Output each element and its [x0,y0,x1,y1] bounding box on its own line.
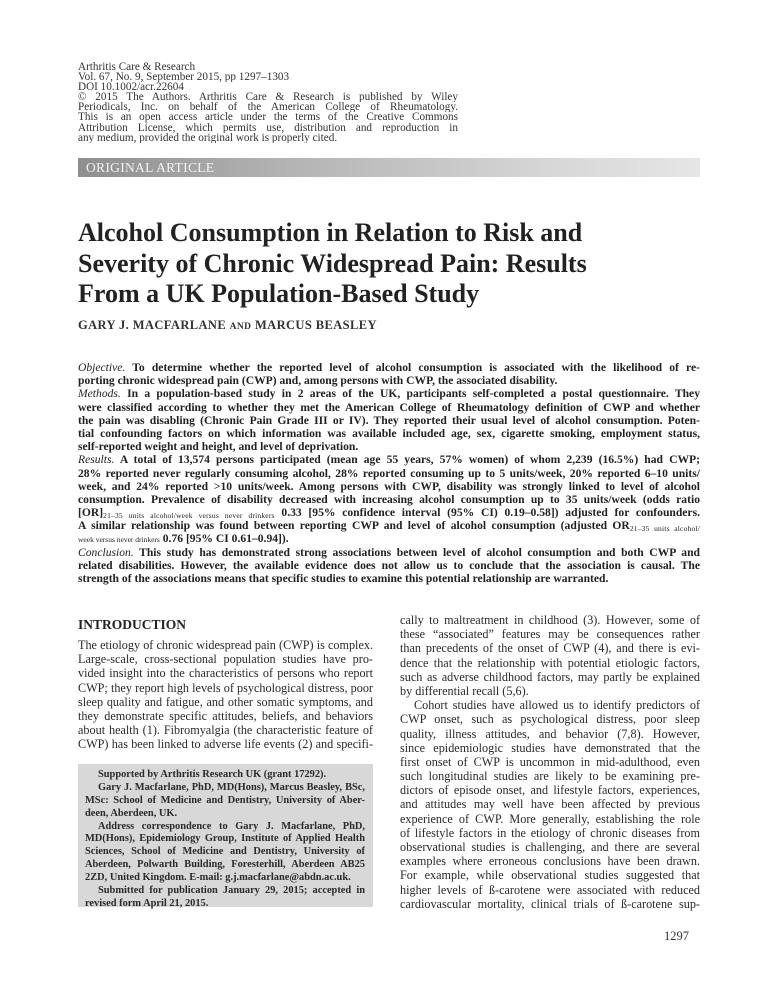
body-text-line: and attitudes may well have been affected by previous [400,797,700,812]
abstract-subscript: week versus never drinkers [78,535,160,545]
abstract-line [78,440,700,453]
body-text-line: CWP; they report high levels of psychological distress, poor [78,680,373,695]
abstract-section-label: Results. [78,453,115,467]
header-line: Attribution License, which permits use, distribution and reproduction in [78,122,458,133]
abstract-text: week, and 24% reported >10 units/week. Among persons with CWP, disability was strongly linked to level of alcohol [78,479,700,493]
abstract-text: were classified according to whether they met the American College of Rheumatology definition of CWP and whether [78,400,700,414]
body-text-line: The etiology of chronic widespread pain (CWP) is complex. [78,638,373,652]
body-text-line: of lifestyle factors in the etiology of chronic diseases from [400,825,700,840]
abstract-text: [OR] [78,506,104,520]
header-line: Periodicals, Inc. on behalf of the American College of Rheumatology. [78,102,458,113]
abstract-text: strength of the associations means that specific studies to examine this potential relationship are warranted. [78,572,609,585]
author-conjunction: AND [229,322,252,332]
footnote-text [85,769,365,911]
footnote-line: MD(Hons), Epidemiology Group, Institute of Applied Health [85,833,365,845]
body-text-line: experience of CWP. More generally, establishing the role [400,811,700,826]
footnote-line: 2ZD, United Kingdom. E-mail: g.j.macfarlane@abdn.ac.uk. [85,872,351,884]
body-column-right [400,613,700,911]
header-line: This is an open access article under the terms of the Creative Commons [78,112,458,123]
body-text-line: since epidemiologic studies have demonstrated that the [400,740,700,755]
body-text-line: observational studies is challenging, and there are several [400,840,700,854]
title-line: Severity of Chronic Widespread Pain: Results [78,248,587,278]
body-text-line: first onset of CWP is uncommon in mid-adulthood, even [400,754,700,769]
body-text-line: cally to maltreatment in childhood (3). However, some of [400,613,700,627]
abstract-line [78,572,700,585]
abstract-text: self-reported weight and height, and level of deprivation. [78,440,359,454]
body-text-line: they demonstrate specific attitudes, beliefs, and behaviors [78,708,373,723]
author-name: GARY J. MACFARLANE [78,318,227,332]
body-column-left [78,638,373,752]
body-text-line: such as adverse childhood factors, may partly be explained [400,669,700,684]
header-line: any medium, provided the original work is properly cited. [78,132,338,143]
abstract-line [78,480,700,493]
body-text-line: vided insight into the characteristics of persons who report [78,666,373,681]
body-text-line: cardiovascular mortality, clinical trials of ß-carotene sup- [400,896,700,911]
footnote-line: deen, Aberdeen, UK. [85,807,178,819]
abstract-text: 28% reported never regularly consuming alcohol, 28% reported consuming up to 5 units/week, 20% reported 6–10 units/ [78,466,700,480]
body-text-line: about health (1). Fibromyalgia (the characteristic feature of [78,723,373,738]
abstract-text: To determine whether the reported level of alcohol consumption is associated with the likelihood of re- [125,361,700,374]
article-title [78,218,718,310]
footnote-line: Supported by Arthritis Research UK (grant 17292). [98,769,327,780]
page-number: 1297 [664,929,689,943]
abstract [78,361,700,585]
header-line: Vol. 67, No. 9, September 2015, pp 1297–1303 [78,72,290,83]
abstract-text: This study has demonstrated strong associations between level of alcohol consumption and both CWP and [133,545,700,559]
abstract-line [78,414,700,427]
abstract-text: 0.76 [95% CI 0.61–0.94]). [159,532,289,546]
body-text-line: such longitudinal studies are likely to be examining pre- [400,769,700,784]
body-text-line: than precedents of the onset of CWP (4), and there is evi- [400,641,700,656]
header-line: Arthritis Care & Research [78,62,196,73]
abstract-text: porting chronic widespread pain (CWP) and, among persons with CWP, the associated disability. [78,374,558,388]
journal-header [78,62,458,143]
body-text-line: CWP) has been linked to adverse life events (2) and specifi- [78,737,373,752]
abstract-line [78,546,700,559]
abstract-line [78,401,700,414]
section-heading-introduction: INTRODUCTION [78,617,187,632]
footnote-line: Address correspondence to Gary J. Macfarlane, PhD, [98,820,365,832]
abstract-section-label: Objective. [78,361,126,374]
abstract-line [78,387,700,400]
article-type-banner [78,158,700,177]
title-line: Alcohol Consumption in Relation to Risk and [78,218,583,247]
author-name: MARCUS BEASLEY [254,318,377,332]
footnote-line: MSc: School of Medicine and Dentistry, University of Aber- [85,794,365,806]
abstract-line [78,532,700,545]
body-text-line: examples where erroneous conclusions have been drawn. [400,854,700,869]
abstract-subscript: 21–35 units alcohol/ [629,524,700,533]
body-text-line: CWP onset, such as psychological distress, poor sleep [400,712,700,727]
abstract-line [78,559,700,572]
footnote-line: Gary J. Macfarlane, PhD, MD(Hons), Marcus Beasley, BSc, [98,781,365,793]
article-type-label: ORIGINAL ARTICLE [86,160,215,175]
body-text-line: higher levels of ß-carotene were associated with reduced [400,882,700,897]
footnote-box [78,764,373,907]
abstract-line [78,467,700,480]
footnote-line: revised form April 21, 2015. [85,897,209,909]
abstract-text: A total of 13,574 persons participated (mean age 55 years, 57% women) of whom 2,239 (16.5%) had CWP; [114,453,700,467]
body-text-line: dence that the relationship with potential etiologic factors, [400,655,700,670]
abstract-text: related disabilities. However, the available evidence does not allow us to conclude that the association is causal. The [78,558,700,572]
abstract-line [78,519,700,532]
abstract-line [78,506,700,519]
footnote-line: Submitted for publication January 29, 2015; accepted in [98,885,365,897]
footnote-line: Aberdeen, Polwarth Building, Foresterhill, Aberdeen AB25 [85,859,365,871]
abstract-text: consumption. Prevalence of disability decreased with increasing alcohol consumption up to 35 units/week (odds ratio [78,492,700,506]
body-text-line: these “associated” features may be consequences rather [400,627,700,642]
abstract-text: tial confounding factors on which information was available included age, sex, cigarette smoking, employment status, [78,426,700,440]
body-text-line: For example, while observational studies suggested that [400,868,700,883]
abstract-text: In a population-based study in 2 areas of the UK, participants self-completed a postal questionnaire. They [120,387,700,401]
header-line: © 2015 The Authors. Arthritis Care & Research is published by Wiley [78,92,458,103]
abstract-section-label: Conclusion. [78,545,134,559]
abstract-text: 0.33 [95% confidence interval (95% CI) 0.19–0.58]) adjusted for confounders. [274,506,700,520]
abstract-line [78,493,700,506]
abstract-line [78,427,700,440]
abstract-line [78,374,700,387]
body-text-line: dictors of episode onset, and lifestyle factors, experiences, [400,783,700,798]
abstract-line [78,361,700,374]
abstract-text: the pain was disabling (Chronic Pain Grade III or IV). They reported their usual level of alcohol consumption. Poten- [78,413,700,427]
header-line: DOI 10.1002/acr.22604 [78,82,184,93]
body-text-line: by differential recall (5,6). [400,683,529,698]
title-line: From a UK Population-Based Study [78,279,480,308]
abstract-subscript: 21–35 units alcohol/week versus never drinkers [103,511,275,520]
abstract-text: A similar relationship was found between reporting CWP and level of alcohol consumption (adjusted OR [78,519,630,533]
footnote-line: Sciences, School of Medicine and Dentistry, University of [85,846,365,858]
abstract-section-label: Methods. [78,387,121,401]
abstract-line [78,453,700,466]
body-text-line: quality, illness attitudes, and behavior (7,8). However, [400,726,700,741]
author-list [78,318,377,333]
body-text-line: Cohort studies have allowed us to identify predictors of [414,698,700,713]
body-text-line: Large-scale, cross-sectional population studies have pro- [78,652,373,667]
body-text-line: sleep quality and fatigue, and other somatic symptoms, and [78,694,373,709]
